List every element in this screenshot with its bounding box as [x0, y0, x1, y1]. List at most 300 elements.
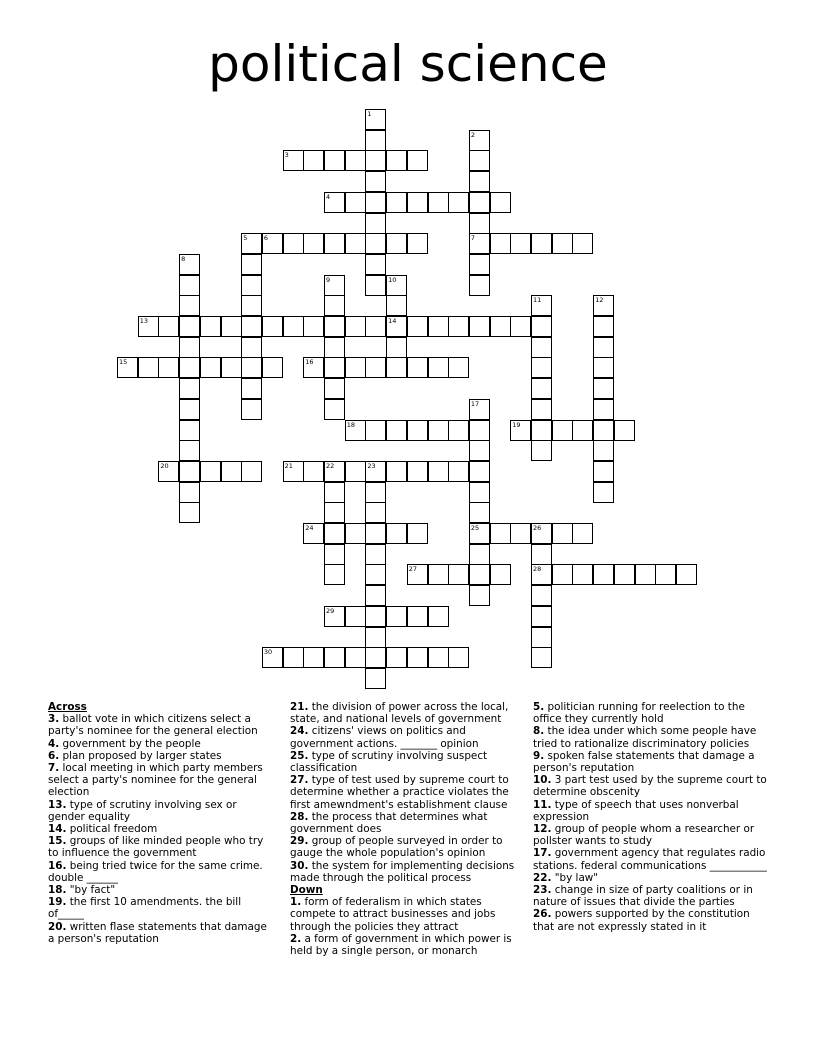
grid-cell[interactable]: [241, 399, 262, 420]
cell-number: 12: [595, 296, 604, 305]
grid-cell[interactable]: [158, 461, 179, 482]
grid-cell[interactable]: [593, 461, 614, 482]
grid-cell[interactable]: [303, 647, 324, 668]
grid-cell[interactable]: [531, 420, 552, 441]
grid-cell[interactable]: [221, 461, 242, 482]
clue: [533, 847, 769, 871]
grid-cell[interactable]: [593, 316, 614, 337]
grid-cell[interactable]: [324, 523, 345, 544]
grid-cell[interactable]: [179, 461, 200, 482]
grid-cell[interactable]: [324, 233, 345, 254]
grid-cell[interactable]: [531, 440, 552, 461]
cell-number: 20: [160, 461, 169, 470]
clue-text: groups of like minded people who try to influence the government: [48, 835, 264, 860]
grid-cell[interactable]: [365, 564, 386, 585]
grid-cell[interactable]: [365, 502, 386, 523]
grid-cell[interactable]: [283, 647, 304, 668]
clue-number: 11.: [533, 798, 552, 811]
puzzle-title: political science: [208, 35, 608, 93]
grid-cell[interactable]: [345, 316, 366, 337]
grid-cell[interactable]: [283, 150, 304, 171]
grid-cell[interactable]: [428, 564, 449, 585]
grid-cell[interactable]: [345, 523, 366, 544]
grid-cell[interactable]: [469, 316, 490, 337]
clue-number: 21.: [290, 701, 309, 713]
grid-cell[interactable]: [179, 399, 200, 420]
clue-text: group of people whom a researcher or pollster wants to study: [533, 823, 755, 848]
grid-cell[interactable]: [531, 585, 552, 606]
grid-cell[interactable]: [572, 233, 593, 254]
grid-cell[interactable]: [469, 130, 490, 151]
clue-text: the process that determines what government does: [290, 810, 488, 836]
grid-cell[interactable]: [241, 295, 262, 316]
grid-cell[interactable]: [407, 647, 428, 668]
cell-number: 21: [284, 461, 293, 470]
grid-cell[interactable]: [407, 192, 428, 213]
grid-cell[interactable]: [303, 150, 324, 171]
clue-number: 28.: [290, 810, 309, 823]
grid-cell[interactable]: [365, 171, 386, 192]
grid-cell[interactable]: [324, 275, 345, 296]
grid-cell[interactable]: [572, 420, 593, 441]
grid-cell[interactable]: [179, 420, 200, 441]
clue-column-2: [290, 701, 518, 957]
grid-cell[interactable]: [593, 564, 614, 585]
grid-cell[interactable]: [531, 357, 552, 378]
grid-cell[interactable]: [365, 606, 386, 627]
clue-number: 14.: [48, 823, 67, 836]
grid-cell[interactable]: [386, 150, 407, 171]
clue-number: 4.: [48, 737, 60, 750]
grid-cell[interactable]: [365, 316, 386, 337]
grid-cell[interactable]: [490, 233, 511, 254]
clue-text: group of people surveyed in order to gauge the whole population's opinion: [290, 835, 503, 860]
grid-cell[interactable]: [469, 213, 490, 234]
grid-cell[interactable]: [448, 647, 469, 668]
grid-cell[interactable]: [262, 316, 283, 337]
grid-cell[interactable]: [614, 420, 635, 441]
clue-number: 25.: [290, 749, 309, 762]
grid-cell[interactable]: [262, 233, 283, 254]
grid-cell[interactable]: [365, 420, 386, 441]
grid-cell[interactable]: [365, 192, 386, 213]
clue-text: "by law": [551, 871, 599, 884]
cell-number: 23: [367, 461, 376, 470]
grid-cell[interactable]: [552, 420, 573, 441]
grid-cell[interactable]: [179, 440, 200, 461]
clue-number: 2.: [290, 932, 302, 945]
clue: [48, 762, 276, 799]
grid-cell[interactable]: [428, 192, 449, 213]
grid-cell[interactable]: [593, 378, 614, 399]
grid-cell[interactable]: [531, 544, 552, 565]
clue-number: 8.: [533, 725, 545, 738]
clue: [533, 701, 769, 725]
grid-cell[interactable]: [303, 316, 324, 337]
grid-cell[interactable]: [428, 420, 449, 441]
grid-cell[interactable]: [386, 523, 407, 544]
grid-cell[interactable]: [241, 378, 262, 399]
grid-cell[interactable]: [531, 606, 552, 627]
grid-cell[interactable]: [510, 233, 531, 254]
grid-cell[interactable]: [200, 357, 221, 378]
cell-number: 2: [470, 130, 476, 139]
grid-cell[interactable]: [365, 482, 386, 503]
grid-cell[interactable]: [407, 150, 428, 171]
grid-cell[interactable]: [324, 316, 345, 337]
grid-cell[interactable]: [365, 585, 386, 606]
clue: [533, 725, 769, 749]
clue-text: form of federalism in which states compete to attract businesses and jobs through the policies they attract: [290, 896, 496, 933]
cell-number: 1: [367, 110, 372, 118]
grid-cell[interactable]: [324, 399, 345, 420]
grid-cell[interactable]: [469, 192, 490, 213]
clue-text: the system for implementing decisions made through the political process: [290, 859, 515, 884]
grid-cell[interactable]: [365, 668, 386, 689]
grid-cell[interactable]: [241, 316, 262, 337]
grid-cell[interactable]: [407, 420, 428, 441]
grid-cell[interactable]: [365, 130, 386, 151]
grid-cell[interactable]: [324, 606, 345, 627]
grid-cell[interactable]: [407, 357, 428, 378]
clue-text: a form of government in which power is held by a single person, or monarch: [290, 932, 512, 958]
grid-cell[interactable]: [490, 523, 511, 544]
grid-cell[interactable]: [386, 606, 407, 627]
grid-cell[interactable]: [365, 544, 386, 565]
clue-number: 7.: [48, 762, 60, 775]
grid-cell[interactable]: [407, 233, 428, 254]
clue: [48, 921, 276, 945]
grid-cell[interactable]: [117, 357, 138, 378]
grid-cell[interactable]: [448, 564, 469, 585]
grid-cell[interactable]: [386, 647, 407, 668]
grid-cell[interactable]: [179, 254, 200, 275]
grid-cell[interactable]: [469, 585, 490, 606]
grid-cell[interactable]: [365, 109, 386, 130]
grid-cell[interactable]: [490, 192, 511, 213]
grid-cell[interactable]: [324, 378, 345, 399]
grid-cell[interactable]: [221, 316, 242, 337]
grid-cell[interactable]: [469, 171, 490, 192]
grid-cell[interactable]: [283, 233, 304, 254]
grid-cell[interactable]: [448, 461, 469, 482]
grid-cell[interactable]: [572, 523, 593, 544]
grid-cell[interactable]: [241, 461, 262, 482]
grid-cell[interactable]: [531, 399, 552, 420]
grid-cell[interactable]: [241, 357, 262, 378]
grid-cell[interactable]: [469, 233, 490, 254]
clue-number: 26.: [533, 908, 552, 921]
clue: [290, 933, 518, 957]
clue: [48, 713, 276, 737]
grid-cell[interactable]: [365, 461, 386, 482]
clue: [290, 750, 518, 774]
grid-cell[interactable]: [324, 192, 345, 213]
grid-cell[interactable]: [324, 482, 345, 503]
grid-cell[interactable]: [158, 357, 179, 378]
grid-cell[interactable]: [531, 647, 552, 668]
clue-text: government by the people: [59, 737, 201, 750]
clue: [533, 884, 769, 908]
grid-cell[interactable]: [428, 647, 449, 668]
grid-cell[interactable]: [179, 502, 200, 523]
grid-cell[interactable]: [552, 523, 573, 544]
grid-cell[interactable]: [138, 316, 159, 337]
clue-number: 23.: [533, 884, 552, 897]
clue-text: plan proposed by larger states: [59, 749, 222, 762]
clue-column-3: [533, 701, 769, 933]
grid-cell[interactable]: [365, 647, 386, 668]
grid-cell[interactable]: [262, 647, 283, 668]
clue: [533, 823, 769, 847]
grid-cell[interactable]: [345, 192, 366, 213]
grid-cell[interactable]: [179, 275, 200, 296]
grid-cell[interactable]: [324, 337, 345, 358]
grid-cell[interactable]: [552, 233, 573, 254]
grid-cell[interactable]: [365, 150, 386, 171]
down-header: Down: [290, 884, 323, 897]
grid-cell[interactable]: [469, 564, 490, 585]
clue-number: 17.: [533, 847, 552, 860]
clue-text: local meeting in which party members select a party's nominee for the general election: [48, 762, 263, 799]
grid-cell[interactable]: [158, 316, 179, 337]
grid-cell[interactable]: [345, 647, 366, 668]
clue-text: politician running for reelection to the office they currently hold: [533, 701, 745, 726]
clue: [290, 725, 518, 749]
cell-number: 30: [263, 648, 273, 657]
cell-number: 17: [470, 399, 480, 408]
cell-number: 6: [263, 234, 269, 243]
grid-cell[interactable]: [531, 337, 552, 358]
clue-text: ballot vote in which citizens select a party's nominee for the general election: [48, 713, 258, 738]
grid-cell[interactable]: [676, 564, 697, 585]
clue-number: 30.: [290, 859, 309, 872]
grid-cell[interactable]: [655, 564, 676, 585]
grid-cell[interactable]: [531, 295, 552, 316]
grid-cell[interactable]: [324, 461, 345, 482]
clue: [533, 750, 769, 774]
clue-text: type of scrutiny involving sex or gender equality: [48, 798, 237, 823]
cell-number: 8: [181, 254, 186, 263]
grid-cell[interactable]: [386, 461, 407, 482]
grid-cell[interactable]: [365, 357, 386, 378]
grid-cell[interactable]: [241, 337, 262, 358]
cell-number: 3: [284, 151, 289, 160]
grid-cell[interactable]: [365, 275, 386, 296]
clue-number: 24.: [290, 725, 309, 738]
cell-number: 16: [305, 358, 314, 367]
grid-cell[interactable]: [386, 192, 407, 213]
grid-cell[interactable]: [324, 150, 345, 171]
grid-cell[interactable]: [469, 482, 490, 503]
cell-number: 10: [388, 275, 397, 284]
grid-cell[interactable]: [428, 357, 449, 378]
cell-number: 27: [408, 565, 418, 574]
grid-cell[interactable]: [179, 295, 200, 316]
clue-text: powers supported by the constitution that are not expressly stated in it: [533, 908, 750, 933]
grid-cell[interactable]: [303, 523, 324, 544]
grid-cell[interactable]: [552, 564, 573, 585]
clue-number: 16.: [48, 859, 67, 872]
grid-cell[interactable]: [531, 564, 552, 585]
grid-cell[interactable]: [365, 523, 386, 544]
grid-cell[interactable]: [365, 213, 386, 234]
grid-cell[interactable]: [386, 233, 407, 254]
grid-cell[interactable]: [469, 440, 490, 461]
grid-cell[interactable]: [179, 357, 200, 378]
grid-cell[interactable]: [324, 564, 345, 585]
grid-cell[interactable]: [469, 275, 490, 296]
grid-cell[interactable]: [179, 316, 200, 337]
grid-cell[interactable]: [221, 357, 242, 378]
grid-cell[interactable]: [635, 564, 656, 585]
grid-cell[interactable]: [303, 233, 324, 254]
clue: [290, 835, 518, 859]
clue: [533, 908, 769, 932]
grid-cell[interactable]: [469, 523, 490, 544]
grid-cell[interactable]: [614, 564, 635, 585]
grid-cell[interactable]: [593, 295, 614, 316]
cell-number: 4: [326, 192, 331, 201]
grid-cell[interactable]: [324, 295, 345, 316]
grid-cell[interactable]: [200, 316, 221, 337]
clue-number: 18.: [48, 884, 67, 897]
grid-cell[interactable]: [386, 275, 407, 296]
clue-number: 27.: [290, 774, 309, 787]
clue-text: written flase statements that damage a person's reputation: [48, 920, 267, 945]
grid-cell[interactable]: [386, 420, 407, 441]
grid-cell[interactable]: [531, 378, 552, 399]
grid-cell[interactable]: [469, 461, 490, 482]
grid-cell[interactable]: [572, 564, 593, 585]
grid-cell[interactable]: [593, 440, 614, 461]
grid-cell[interactable]: [345, 420, 366, 441]
grid-cell[interactable]: [386, 295, 407, 316]
clue: [48, 799, 276, 823]
grid-cell[interactable]: [303, 461, 324, 482]
grid-cell[interactable]: [345, 606, 366, 627]
grid-cell[interactable]: [490, 564, 511, 585]
grid-cell[interactable]: [365, 254, 386, 275]
grid-cell[interactable]: [179, 337, 200, 358]
clue-text: being tried twice for the same crime. double ______: [48, 859, 263, 884]
cell-number: 22: [326, 461, 335, 470]
grid-cell[interactable]: [510, 523, 531, 544]
grid-cell[interactable]: [386, 357, 407, 378]
grid-cell[interactable]: [428, 316, 449, 337]
grid-cell[interactable]: [531, 233, 552, 254]
grid-cell[interactable]: [407, 606, 428, 627]
cell-number: 26: [533, 524, 542, 532]
clue-text: political freedom: [66, 823, 158, 836]
grid-cell[interactable]: [531, 627, 552, 648]
grid-cell[interactable]: [469, 420, 490, 441]
grid-cell[interactable]: [428, 461, 449, 482]
grid-cell[interactable]: [200, 461, 221, 482]
clue-number: 20.: [48, 920, 67, 933]
across-header: Across: [48, 701, 87, 713]
clue-text: type of speech that uses nonverbal expression: [533, 798, 739, 823]
cell-number: 18: [346, 420, 355, 429]
grid-cell[interactable]: [490, 316, 511, 337]
clue-text: 3 part test used by the supreme court to determine obscenity: [533, 774, 767, 799]
grid-cell[interactable]: [593, 337, 614, 358]
grid-cell[interactable]: [593, 357, 614, 378]
grid-cell[interactable]: [386, 316, 407, 337]
grid-cell[interactable]: [365, 233, 386, 254]
cell-number: 14: [388, 317, 397, 325]
clue-text: the division of power across the local, state, and national levels of government: [290, 701, 509, 726]
grid-cell[interactable]: [531, 523, 552, 544]
grid-cell[interactable]: [531, 316, 552, 337]
grid-cell[interactable]: [365, 627, 386, 648]
cell-number: 29: [326, 606, 335, 615]
clue-number: 6.: [48, 749, 60, 762]
grid-cell[interactable]: [593, 482, 614, 503]
grid-cell[interactable]: [510, 316, 531, 337]
grid-cell[interactable]: [593, 399, 614, 420]
grid-cell[interactable]: [324, 357, 345, 378]
grid-cell[interactable]: [345, 357, 366, 378]
grid-cell[interactable]: [241, 233, 262, 254]
grid-cell[interactable]: [448, 316, 469, 337]
clue: [290, 860, 518, 884]
grid-cell[interactable]: [303, 357, 324, 378]
grid-cell[interactable]: [283, 316, 304, 337]
grid-cell[interactable]: [407, 523, 428, 544]
grid-cell[interactable]: [345, 233, 366, 254]
grid-cell[interactable]: [283, 461, 304, 482]
grid-cell[interactable]: [469, 150, 490, 171]
grid-cell[interactable]: [407, 461, 428, 482]
grid-cell[interactable]: [179, 482, 200, 503]
grid-cell[interactable]: [241, 254, 262, 275]
grid-cell[interactable]: [510, 420, 531, 441]
clue-text: spoken false statements that damage a person's reputation: [533, 749, 755, 775]
grid-cell[interactable]: [179, 378, 200, 399]
grid-cell[interactable]: [324, 647, 345, 668]
grid-cell[interactable]: [386, 337, 407, 358]
grid-cell[interactable]: [469, 544, 490, 565]
grid-cell[interactable]: [448, 192, 469, 213]
clue-text: type of test used by supreme court to determine whether a practice violates the first amewndment's establishment clause: [290, 774, 509, 811]
clue: [290, 811, 518, 835]
clue-text: "by fact": [66, 884, 116, 897]
clue: [48, 823, 276, 835]
grid-cell[interactable]: [448, 420, 469, 441]
grid-cell[interactable]: [138, 357, 159, 378]
clue-column-1: [48, 701, 276, 945]
cell-number: 28: [533, 565, 542, 574]
grid-cell[interactable]: [345, 461, 366, 482]
grid-cell[interactable]: [428, 606, 449, 627]
grid-cell[interactable]: [262, 357, 283, 378]
grid-cell[interactable]: [345, 150, 366, 171]
grid-cell[interactable]: [469, 254, 490, 275]
cell-number: 5: [243, 234, 248, 243]
grid-cell[interactable]: [469, 399, 490, 420]
grid-cell[interactable]: [407, 564, 428, 585]
grid-cell[interactable]: [469, 502, 490, 523]
grid-cell[interactable]: [324, 544, 345, 565]
clue-number: 13.: [48, 798, 67, 811]
grid-cell[interactable]: [593, 420, 614, 441]
grid-cell[interactable]: [407, 316, 428, 337]
grid-cell[interactable]: [241, 275, 262, 296]
grid-cell[interactable]: [448, 357, 469, 378]
cell-number: 24: [305, 524, 314, 532]
grid-cell[interactable]: [324, 502, 345, 523]
